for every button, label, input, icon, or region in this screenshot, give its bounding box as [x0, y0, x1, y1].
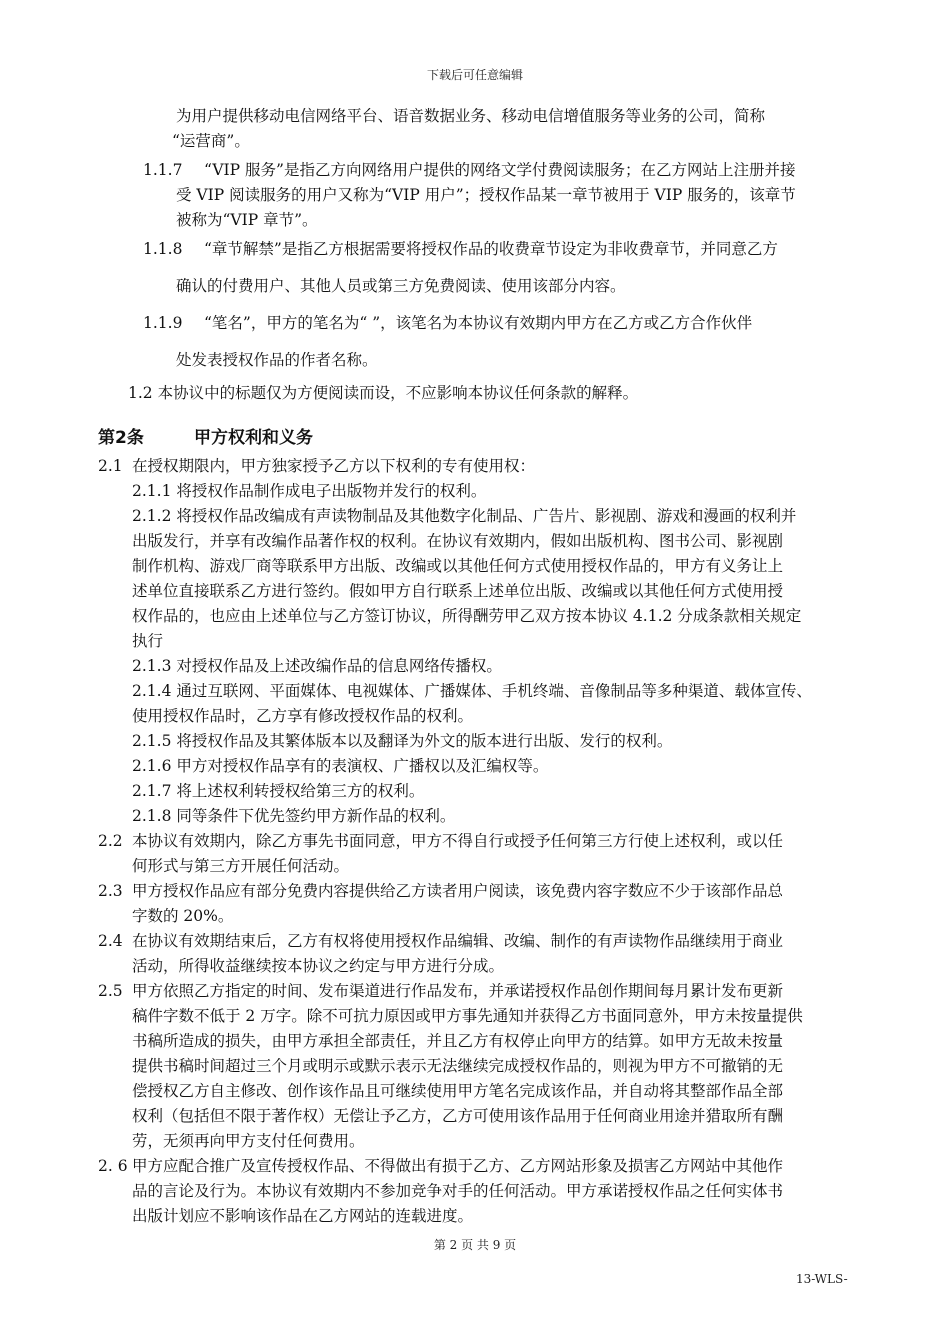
paragraph-line: 处发表授权作品的作者名称。: [176, 351, 378, 369]
paragraph-line: 品的言论及行为。本协议有效期内不参加竞争对手的任何活动。甲方承诺授权作品之任何实体书: [132, 1182, 784, 1200]
clause-number: 2.2: [98, 832, 123, 850]
clause-number: 2.5: [98, 982, 123, 1000]
page-header: 下载后可任意编辑: [426, 68, 523, 82]
clause-2-5: 2.5 甲方依照乙方指定的时间、发布渠道进行作品发布，并承诺授权作品创作期间每月累计发布更新: [0, 979, 950, 1004]
clause-2-3: 2.3 甲方授权作品应有部分免费内容提供给乙方读者用户阅读，该免费内容字数应不少于该部作品总: [0, 879, 950, 904]
clause-2-2: 2.2 本协议有效期内，除乙方事先书面同意，甲方不得自行或授予任何第三方行使上述权利，或以任: [0, 829, 950, 854]
paragraph-line: 出版计划应不影响该作品在乙方网站的连载进度。: [132, 1207, 474, 1225]
clause-number: 1.1.8: [143, 240, 183, 258]
paragraph-line: “运营商”。: [172, 132, 250, 150]
clause-2-1-3: 2.1.3 对授权作品及上述改编作品的信息网络传播权。: [132, 657, 502, 675]
clause-2-6: 2. 6 甲方应配合推广及宣传授权作品、不得做出有损于乙方、乙方网站形象及损害乙方网站中其他作: [0, 1154, 950, 1179]
section-number: 第2条: [98, 428, 144, 448]
paragraph-line: 劳，无须再向甲方支付任何费用。: [132, 1132, 365, 1150]
paragraph-line: 书稿所造成的损失，由甲方承担全部责任，并且乙方有权停止向甲方的结算。如甲方无故未按量: [132, 1032, 784, 1050]
clause-2-1-8: 2.1.8 同等条件下优先签约甲方新作品的权利。: [132, 807, 456, 825]
clause-2-4: 2.4 在协议有效期结束后，乙方有权将使用授权作品编辑、改编、制作的有声读物作品继续用于商业: [0, 929, 950, 954]
document-code: 13-WLS-: [796, 1272, 848, 1286]
clause-number: 2.1: [98, 457, 123, 475]
page-number: 第 2 页 共 9 页: [433, 1238, 517, 1252]
paragraph-line: 何形式与第三方开展任何活动。: [132, 857, 350, 875]
paragraph-line: 为用户提供移动电信网络平台、语音数据业务、移动电信增值服务等业务的公司，简称: [176, 107, 766, 125]
document-body: [0, 104, 950, 1229]
paragraph-line: 权作品的，也应由上述单位与乙方签订协议，所得酬劳甲乙双方按本协议 4.1.2 分成条款相关规定: [132, 607, 802, 625]
clause-number: 2. 6: [98, 1157, 128, 1175]
section-title: 甲方权利和义务: [194, 428, 313, 448]
paragraph-line: 述单位直接联系乙方进行签约。假如甲方自行联系上述单位出版、改编或以其他任何方式使用授: [132, 582, 784, 600]
paragraph-line: 稿件字数不低于 2 万字。除不可抗力原因或甲方事先通知并获得乙方书面同意外，甲方未按量提供: [132, 1007, 803, 1025]
paragraph-line: 字数的 20%。: [132, 907, 234, 925]
section-heading: [0, 426, 950, 454]
paragraph-line: 受 VIP 阅读服务的用户又称为“VIP 用户”；授权作品某一章节被用于 VIP 服务的，该章节: [176, 186, 796, 204]
clause-1-1-9: 1.1.9 “笔名”，甲方的笔名为“ ”，该笔名为本协议有效期内甲方在乙方或乙方合作伙伴: [0, 311, 950, 336]
clause-2-1-6: 2.1.6 甲方对授权作品享有的表演权、广播权以及汇编权等。: [132, 757, 549, 775]
clause-1-2: 1.2 本协议中的标题仅为方便阅读而设，不应影响本协议任何条款的解释。: [128, 384, 639, 402]
paragraph-line: 出版发行，并享有改编作品著作权的权利。在协议有效期内，假如出版机构、图书公司、影视剧: [132, 532, 784, 550]
clause-1-1-8: 1.1.8 “章节解禁”是指乙方根据需要将授权作品的收费章节设定为非收费章节，并同意乙方: [0, 237, 950, 262]
paragraph-line: 权利（包括但不限于著作权）无偿让予乙方，乙方可使用该作品用于任何商业用途并猎取所有酬: [132, 1107, 784, 1125]
paragraph-line: 活动，所得收益继续按本协议之约定与甲方进行分成。: [132, 957, 505, 975]
clause-2-1-5: 2.1.5 将授权作品及其繁体版本以及翻译为外文的版本进行出版、发行的权利。: [132, 732, 673, 750]
paragraph-line: 被称为“VIP 章节”。: [176, 211, 318, 229]
clause-1-1-7: 1.1.7 “VIP 服务”是指乙方向网络用户提供的网络文学付费阅读服务；在乙方网站上注册并接: [0, 158, 950, 183]
paragraph-line: 偿授权乙方自主修改、创作该作品且可继续使用甲方笔名完成该作品，并自动将其整部作品全部: [132, 1082, 784, 1100]
clause-2-1-2: 2.1.2 将授权作品改编成有声读物制品及其他数字化制品、广告片、影视剧、游戏和漫画的权利并: [132, 507, 797, 525]
paragraph-line: 制作机构、游戏厂商等联系甲方出版、改编或以其他任何方式使用授权作品的，甲方有义务让上: [132, 557, 784, 575]
clause-number: 1.1.9: [143, 314, 183, 332]
paragraph-line: 使用授权作品时，乙方享有修改授权作品的权利。: [132, 707, 474, 725]
clause-number: 2.4: [98, 932, 123, 950]
clause-number: 2.3: [98, 882, 123, 900]
paragraph-line: 提供书稿时间超过三个月或明示或默示表示无法继续完成授权作品的，则视为甲方不可撤销的无: [132, 1057, 784, 1075]
paragraph-line: 执行: [132, 632, 164, 650]
paragraph-line: 确认的付费用户、其他人员或第三方免费阅读、使用该部分内容。: [176, 277, 626, 295]
clause-2-1-1: 2.1.1 将授权作品制作成电子出版物并发行的权利。: [132, 482, 487, 500]
clause-number: 1.1.7: [143, 161, 183, 179]
clause-2-1-7: 2.1.7 将上述权利转授权给第三方的权利。: [132, 782, 425, 800]
clause-2-1-4: 2.1.4 通过互联网、平面媒体、电视媒体、广播媒体、手机终端、音像制品等多种渠道、载体宣传、: [132, 682, 812, 700]
clause-2-1: 2.1 在授权期限内，甲方独家授予乙方以下权利的专有使用权：: [0, 454, 950, 479]
